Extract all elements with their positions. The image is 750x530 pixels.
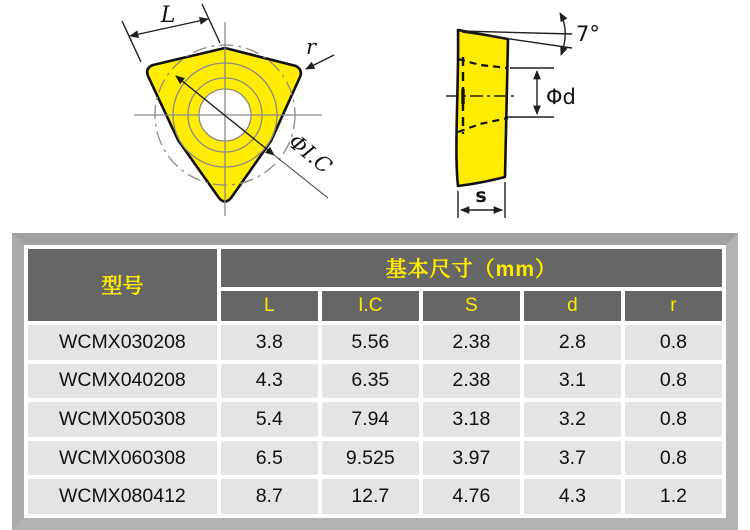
model-cell: WCMX030208: [28, 325, 217, 360]
value-cell: 6.5: [221, 441, 318, 476]
spec-table-body: [28, 325, 722, 514]
value-cell: 2.38: [423, 325, 520, 360]
value-cell: 6.35: [322, 364, 419, 399]
value-cell: 4.3: [221, 364, 318, 399]
label-thickness: s: [475, 185, 487, 207]
value-cell: 4.76: [423, 479, 520, 514]
label-hole-diameter: Φd: [546, 85, 576, 109]
table-row: [28, 402, 722, 437]
value-cell: 2.38: [423, 364, 520, 399]
value-cell: 0.8: [625, 402, 722, 437]
value-cell: 5.4: [221, 402, 318, 437]
value-cell: 1.2: [625, 479, 722, 514]
insert-front-view-diagram: [90, 0, 360, 230]
model-cell: WCMX080412: [28, 479, 217, 514]
table-row: [28, 364, 722, 399]
value-cell: 12.7: [322, 479, 419, 514]
label-relief-angle: 7°: [576, 22, 600, 46]
value-cell: 0.8: [625, 441, 722, 476]
value-cell: 3.2: [524, 402, 621, 437]
table-row: [28, 441, 722, 476]
spec-table-frame: [12, 233, 738, 530]
value-cell: 8.7: [221, 479, 318, 514]
value-cell: 9.525: [322, 441, 419, 476]
value-cell: 3.18: [423, 402, 520, 437]
label-inscribed-circle: ΦI.C: [283, 129, 337, 179]
value-cell: 0.8: [625, 364, 722, 399]
value-cell: 3.1: [524, 364, 621, 399]
col-header-r: r: [625, 291, 722, 321]
col-header-s: S: [423, 291, 520, 321]
table-row: [28, 479, 722, 514]
col-header-ic: I.C: [322, 291, 419, 321]
value-cell: 7.94: [322, 402, 419, 437]
value-cell: 2.8: [524, 325, 621, 360]
model-cell: WCMX040208: [28, 364, 217, 399]
value-cell: 3.7: [524, 441, 621, 476]
value-cell: 3.97: [423, 441, 520, 476]
extension-line: [202, 4, 220, 43]
model-cell: WCMX060308: [28, 441, 217, 476]
value-cell: 3.8: [221, 325, 318, 360]
spec-table: [24, 245, 726, 518]
label-corner-radius: r: [305, 35, 317, 59]
value-cell: 5.56: [322, 325, 419, 360]
model-cell: WCMX050308: [28, 402, 217, 437]
table-row: [28, 325, 722, 360]
col-header-model: 型号: [28, 249, 217, 321]
extension-line: [122, 21, 141, 62]
col-header-d: d: [524, 291, 621, 321]
insert-side-view-diagram: [420, 0, 680, 230]
diagram-area: [0, 0, 750, 232]
col-header-dimensions: 基本尺寸（mm）: [221, 249, 722, 287]
label-length: L: [160, 3, 176, 28]
value-cell: 4.3: [524, 479, 621, 514]
col-header-l: L: [221, 291, 318, 321]
value-cell: 0.8: [625, 325, 722, 360]
